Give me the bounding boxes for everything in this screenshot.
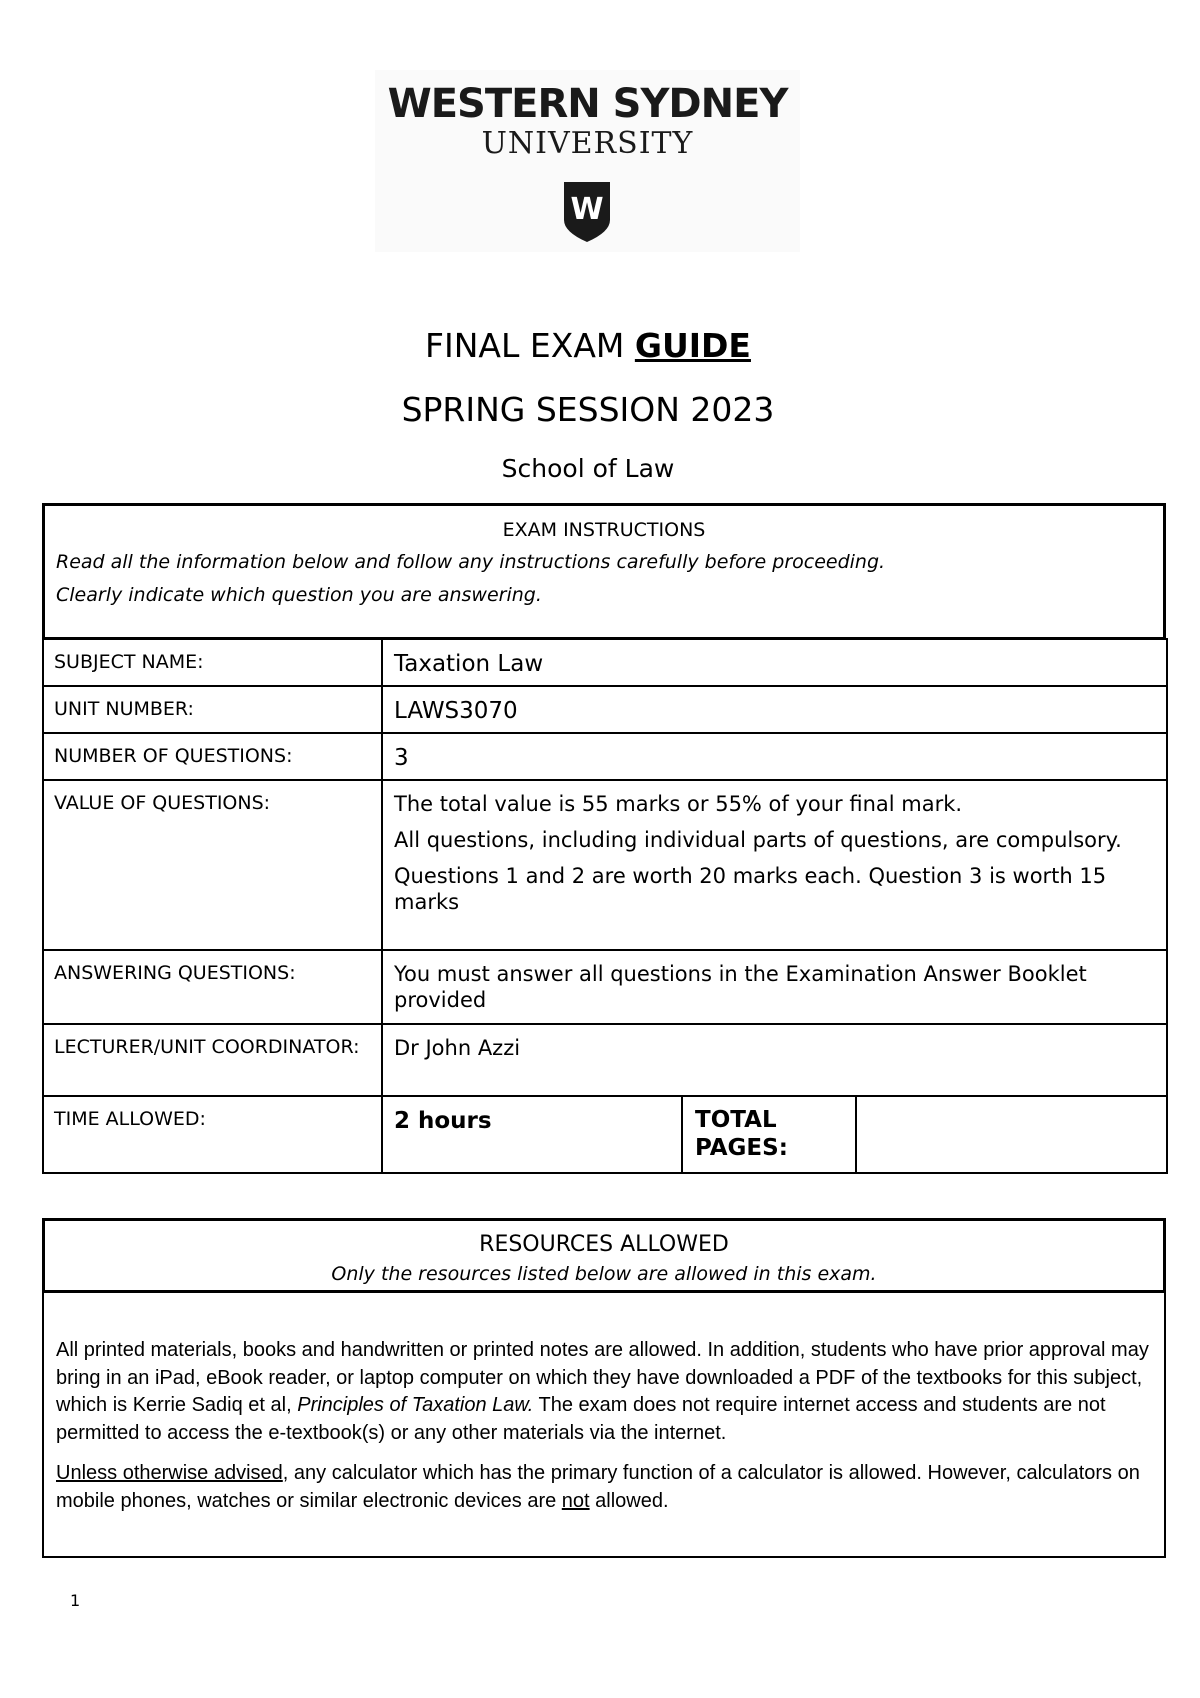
value-of-questions-value — [382, 780, 1167, 950]
subject-name-value: Taxation Law — [382, 639, 1167, 686]
resources-header-box — [42, 1218, 1166, 1293]
resources-text: The exam does not require internet access and students are not permitted to access the e-textbook(s) or any other materials via the internet. — [56, 1394, 1106, 1444]
value-line: All questions, including individual parts of questions, are compulsory. — [394, 828, 1122, 852]
unit-number-label: UNIT NUMBER: — [43, 686, 382, 733]
resources-text: All printed materials, books and handwritten or printed notes are allowed. In addition, students who have prior approval may bring in an iPad, eBook reader, or laptop computer on which they have downloaded a PDF of the textbooks for this subject, which is Kerrie Sadiq et al, — [56, 1339, 1149, 1416]
exam-guide-title — [0, 324, 1176, 368]
page-number: 1 — [70, 1591, 81, 1610]
title-prefix: FINAL EXAM — [425, 326, 635, 365]
resources-heading: RESOURCES ALLOWED — [479, 1232, 729, 1257]
lecturer-value: Dr John Azzi — [382, 1024, 1167, 1096]
table-row — [43, 686, 1167, 733]
total-pages-value — [856, 1096, 1167, 1173]
table-row — [43, 1024, 1167, 1096]
answering-questions-value: You must answer all questions in the Examination Answer Booklet provided — [382, 950, 1167, 1024]
shield-icon — [562, 180, 612, 244]
unless-advised-text: Unless otherwise advised — [56, 1462, 283, 1484]
table-row — [43, 1096, 1167, 1173]
textbook-title: Principles of Taxation Law. — [297, 1394, 534, 1416]
total-pages-label: TOTAL PAGES: — [682, 1096, 856, 1173]
table-row — [43, 639, 1167, 686]
time-allowed-value: 2 hours — [382, 1096, 682, 1173]
resources-subheading: Only the resources listed below are allowed in this exam. — [331, 1263, 877, 1285]
not-emphasis: not — [561, 1489, 590, 1512]
table-row — [43, 733, 1167, 780]
title-emphasis: GUIDE — [634, 326, 751, 365]
calculator-text: allowed. — [589, 1489, 669, 1512]
session-title: SPRING SESSION 2023 — [401, 390, 775, 429]
resources-body — [42, 1293, 1166, 1558]
shield-letter: W — [570, 192, 604, 227]
instruction-line: Clearly indicate which question you are answering. — [56, 584, 542, 606]
table-row — [43, 780, 1167, 950]
answering-questions-label: ANSWERING QUESTIONS: — [43, 950, 382, 1024]
subject-name-label: SUBJECT NAME: — [43, 639, 382, 686]
resources-paragraph — [56, 1337, 1152, 1447]
exam-details-table — [42, 638, 1168, 1174]
instruction-line: Read all the information below and follow any instructions carefully before proceeding. — [56, 551, 886, 573]
exam-instructions-box — [42, 503, 1166, 639]
value-of-questions-label: VALUE OF QUESTIONS: — [43, 780, 382, 950]
lecturer-label: LECTURER/UNIT COORDINATOR: — [43, 1024, 382, 1096]
school-name: School of Law — [501, 454, 675, 483]
table-row — [43, 950, 1167, 1024]
value-line: Questions 1 and 2 are worth 20 marks each. Question 3 is worth 15 marks — [394, 864, 1107, 914]
time-allowed-label: TIME ALLOWED: — [43, 1096, 382, 1173]
university-logo — [375, 70, 800, 252]
number-of-questions-label: NUMBER OF QUESTIONS: — [43, 733, 382, 780]
calculator-paragraph — [56, 1460, 1152, 1515]
exam-instructions-heading: EXAM INSTRUCTIONS — [502, 519, 706, 541]
value-line: The total value is 55 marks or 55% of your final mark. — [394, 792, 963, 816]
unit-number-value: LAWS3070 — [382, 686, 1167, 733]
logo-wordmark-line2: UNIVERSITY — [481, 126, 694, 161]
number-of-questions-value: 3 — [382, 733, 1167, 780]
logo-wordmark-line1: WESTERN SYDNEY — [387, 81, 788, 127]
calculator-text: , any calculator which has the primary function of a calculator is allowed. However, calculators on mobile phones, watches or similar electronic devices are — [56, 1462, 1140, 1512]
